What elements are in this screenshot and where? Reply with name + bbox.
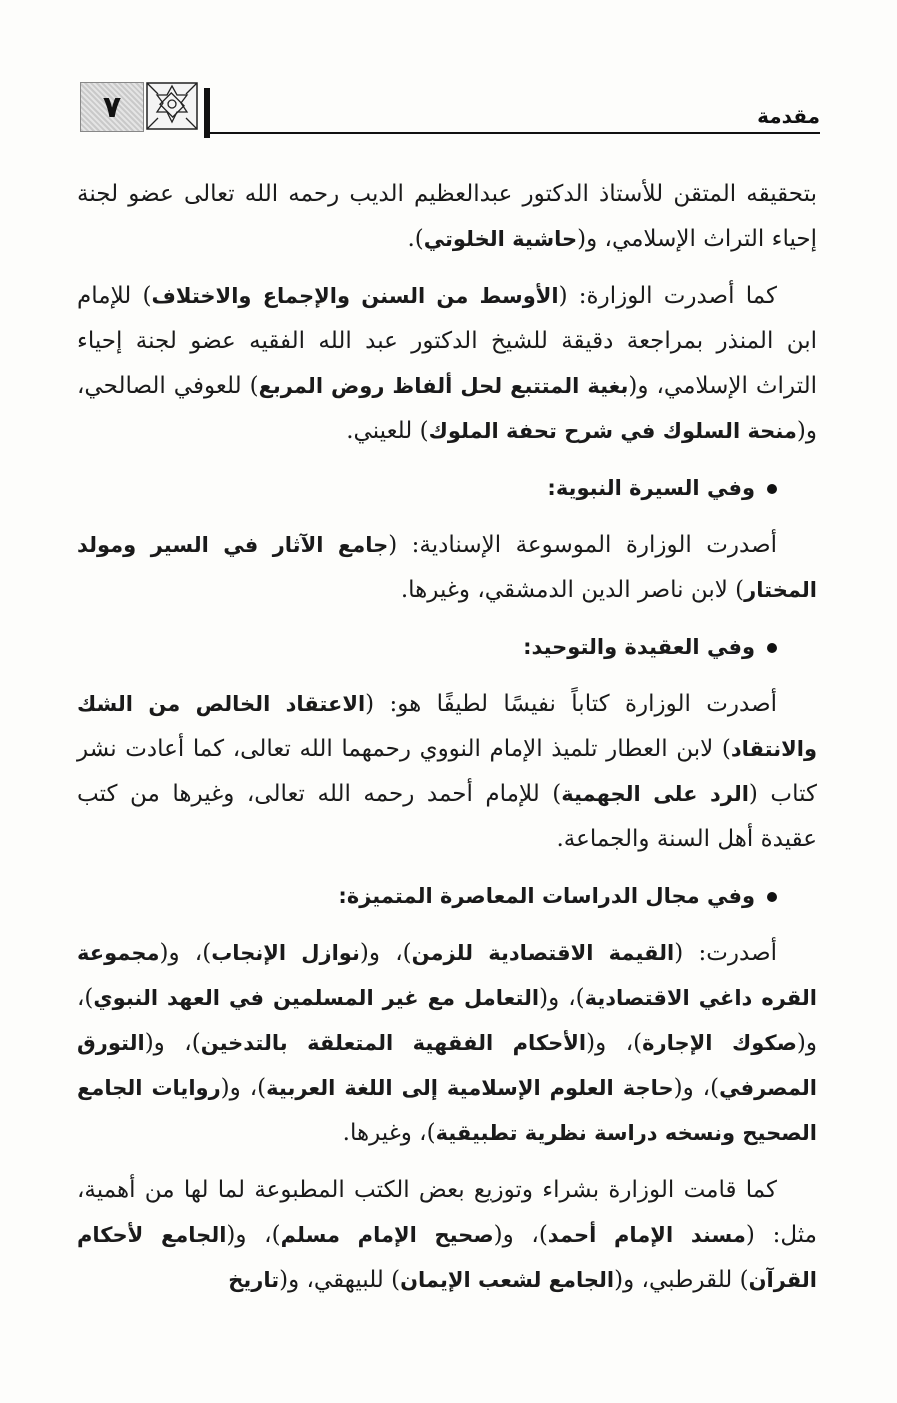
text-run: )، و( bbox=[77, 985, 818, 1056]
text-run: )، و( bbox=[220, 1075, 267, 1101]
header-rule bbox=[204, 132, 820, 134]
paragraph bbox=[77, 1168, 817, 1303]
paragraph bbox=[77, 523, 817, 613]
heading-text: وفي العقيدة والتوحيد: bbox=[523, 635, 755, 659]
book-title: حاجة العلوم الإسلامية إلى اللغة العربية bbox=[266, 1076, 674, 1100]
text-run: كما أصدرت الوزارة: ( bbox=[558, 283, 777, 309]
paragraph bbox=[77, 172, 817, 262]
text-run: بتحقيقه المتقن للأستاذ الدكتور عبدالعظيم الديب رحمه الله تعالى عضو لجنة إحياء التراث الإسلامي، و( bbox=[77, 181, 817, 252]
text-run: ). bbox=[407, 226, 424, 252]
book-title: التعامل مع غير المسلمين في العهد النبوي bbox=[93, 986, 540, 1010]
text-run: ) للعوفي الصالحي، و( bbox=[77, 373, 817, 444]
text-run: ) للإمام أحمد رحمه الله تعالى، وغيرها من كتب عقيدة أهل السنة والجماعة. bbox=[77, 781, 817, 852]
text-run: ) لابن ناصر الدين الدمشقي، وغيرها. bbox=[400, 577, 745, 603]
text-run: أصدرت الوزارة الموسوعة الإسنادية: ( bbox=[388, 532, 777, 558]
book-title: بغية المتتبع لحل ألفاظ روض المربع bbox=[258, 374, 629, 398]
book-title: الأحكام الفقهية المتعلقة بالتدخين bbox=[200, 1031, 587, 1055]
book-title: روايات الجامع الصحيح ونسخه دراسة نظرية تطبيقية bbox=[77, 1076, 817, 1145]
text-run: ) للعيني. bbox=[346, 418, 429, 444]
book-title: القيمة الاقتصادية للزمن bbox=[411, 941, 675, 965]
text-run: )، و( bbox=[226, 1222, 281, 1248]
text-run: )، و( bbox=[673, 1075, 720, 1101]
bullet-heading bbox=[77, 625, 817, 670]
text-run: )، و( bbox=[359, 940, 412, 966]
text-run: ) للقرطبي، و( bbox=[614, 1267, 749, 1293]
text-run: ) للبيهقي، و( bbox=[279, 1267, 401, 1293]
text-run: )، و( bbox=[159, 940, 212, 966]
heading-text: وفي السيرة النبوية: bbox=[547, 476, 755, 500]
book-title: جامع الآثار في السير ومولد المختار bbox=[77, 533, 817, 602]
book-title: الجامع لأحكام القرآن bbox=[77, 1223, 817, 1292]
text-run: ) لابن العطار تلميذ الإمام النووي رحمهما الله تعالى، كما أعادت نشر كتاب ( bbox=[77, 736, 817, 807]
bullet-icon bbox=[767, 643, 777, 653]
book-title: الرد على الجهمية bbox=[561, 782, 749, 806]
text-run: )، و( bbox=[539, 985, 585, 1011]
text-run: أصدرت الوزارة كتاباً نفيسًا لطيفًا هو: ( bbox=[365, 691, 777, 717]
paragraph bbox=[77, 931, 817, 1156]
text-run: )، و( bbox=[586, 1030, 643, 1056]
heading-text: وفي مجال الدراسات المعاصرة المتميزة: bbox=[338, 884, 755, 908]
book-title: التورق المصرفي bbox=[77, 1031, 818, 1100]
book-title: نوازل الإنجاب bbox=[211, 941, 360, 965]
text-run: ) للإمام ابن المنذر بمراجعة دقيقة للشيخ الدكتور عبد الله الفقيه عضو لجنة إحياء التراث الإسلامي، و( bbox=[77, 283, 817, 399]
bullet-heading bbox=[77, 874, 817, 919]
book-title: مجموعة القره داغي الاقتصادية bbox=[77, 941, 817, 1010]
book-title: منحة السلوك في شرح تحفة الملوك bbox=[428, 419, 797, 443]
page-header bbox=[80, 82, 820, 140]
bullet-icon bbox=[767, 892, 777, 902]
book-title: تاريخ bbox=[228, 1268, 280, 1292]
text-run: )، و( bbox=[493, 1222, 548, 1248]
text-run: أصدرت: ( bbox=[674, 940, 777, 966]
header-vertical-bar bbox=[204, 88, 210, 138]
section-title: مقدمة bbox=[757, 104, 820, 128]
bullet-heading bbox=[77, 466, 817, 511]
text-run: )، وغيرها. bbox=[342, 1120, 436, 1146]
paragraph bbox=[77, 274, 817, 454]
islamic-ornament-icon bbox=[146, 82, 198, 130]
text-run: كما قامت الوزارة بشراء وتوزيع بعض الكتب المطبوعة لما لها من أهمية، مثل: ( bbox=[77, 1177, 817, 1248]
page-number: ٧ bbox=[80, 82, 144, 132]
book-title: صكوك الإجارة bbox=[642, 1031, 797, 1055]
book-title: الأوسط من السنن والإجماع والاختلاف bbox=[151, 284, 559, 308]
book-title: الاعتقاد الخالص من الشك والانتقاد bbox=[77, 692, 817, 761]
book-title: صحيح الإمام مسلم bbox=[280, 1223, 494, 1247]
body-text bbox=[77, 172, 817, 1315]
text-run: )، و( bbox=[144, 1030, 201, 1056]
book-title: الجامع لشعب الإيمان bbox=[400, 1268, 615, 1292]
bullet-icon bbox=[767, 484, 777, 494]
book-title: مسند الإمام أحمد bbox=[547, 1223, 746, 1247]
paragraph bbox=[77, 682, 817, 862]
book-title: حاشية الخلوتي bbox=[423, 227, 578, 251]
